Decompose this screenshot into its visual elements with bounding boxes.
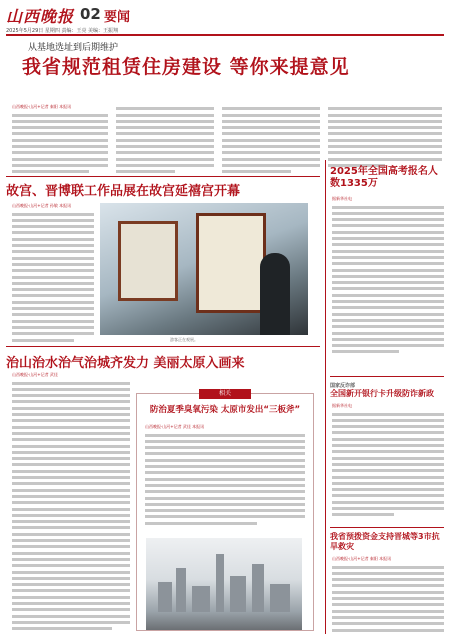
article2-col1 xyxy=(12,203,94,343)
visitor-silhouette xyxy=(260,253,290,335)
box-body xyxy=(145,424,305,529)
divider xyxy=(6,346,320,347)
related-tag: 相关 xyxy=(199,389,251,399)
article1-col2 xyxy=(116,104,214,174)
newspaper-logo: 山西晚报 xyxy=(6,7,75,26)
divider xyxy=(330,376,444,377)
article1-byline: 山西晚报·山河+记者 秦阳 本报讯 xyxy=(12,104,72,109)
box-byline: 山西晚报·山河+记者 武佳 本报讯 xyxy=(145,424,205,429)
side2-byline: 据新华社电 xyxy=(332,403,352,408)
exhibition-photo xyxy=(100,203,308,335)
side3-body xyxy=(332,556,444,634)
article3-byline: 山西晚报·山河+记者 武佳 xyxy=(12,372,58,377)
article2-byline: 山西晚报·山河+记者 孙敏 本报讯 xyxy=(12,203,72,208)
divider xyxy=(325,160,326,634)
page-number: 02 xyxy=(80,5,101,23)
side2-headline: 全国新开银行卡升级防诈新政 xyxy=(330,389,434,398)
article1-kicker: 从基地选址到后期维护 xyxy=(28,43,119,53)
side3-byline: 山西晚报·山河+记者 秦阳 本报讯 xyxy=(332,556,392,561)
article1-col4 xyxy=(328,104,442,174)
side1-headline: 2025年全国高考报名人数1335万 xyxy=(330,166,438,189)
masthead-rule xyxy=(6,34,444,36)
divider xyxy=(330,527,444,528)
side2-kicker: 国家反诈部 xyxy=(330,383,356,389)
article3-headline: 治山治水治气治城齐发力 美丽太原入画来 xyxy=(6,356,245,371)
divider xyxy=(6,176,320,177)
article3-col1 xyxy=(12,372,130,634)
side1-byline: 据新华社电 xyxy=(332,196,352,201)
side3-headline: 我省预拨资金支持晋城等3市抗旱救灾 xyxy=(330,532,440,551)
box-headline: 防治夏季臭氧污染 太原市发出“三板斧” xyxy=(149,405,301,415)
article2-headline: 故宫、晋博联工作品展在故宫延禧宫开幕 xyxy=(6,184,241,199)
city-skyline-photo xyxy=(146,538,302,630)
photo-caption: 游客正在观展。 xyxy=(170,337,198,342)
section-title: 要闻 xyxy=(104,10,131,25)
article1-col3 xyxy=(222,104,320,174)
dateline: 2025年5月29日 星期四 责编：王亮 美编：王振翔 xyxy=(6,28,119,34)
side1-body xyxy=(332,196,444,366)
article1-col1 xyxy=(12,104,108,174)
masthead xyxy=(6,4,444,26)
article1-headline: 我省规范租赁住房建设 等你来提意见 xyxy=(22,56,350,78)
painting-frame xyxy=(118,221,178,301)
side2-body xyxy=(332,403,444,523)
painting-frame xyxy=(196,213,266,313)
